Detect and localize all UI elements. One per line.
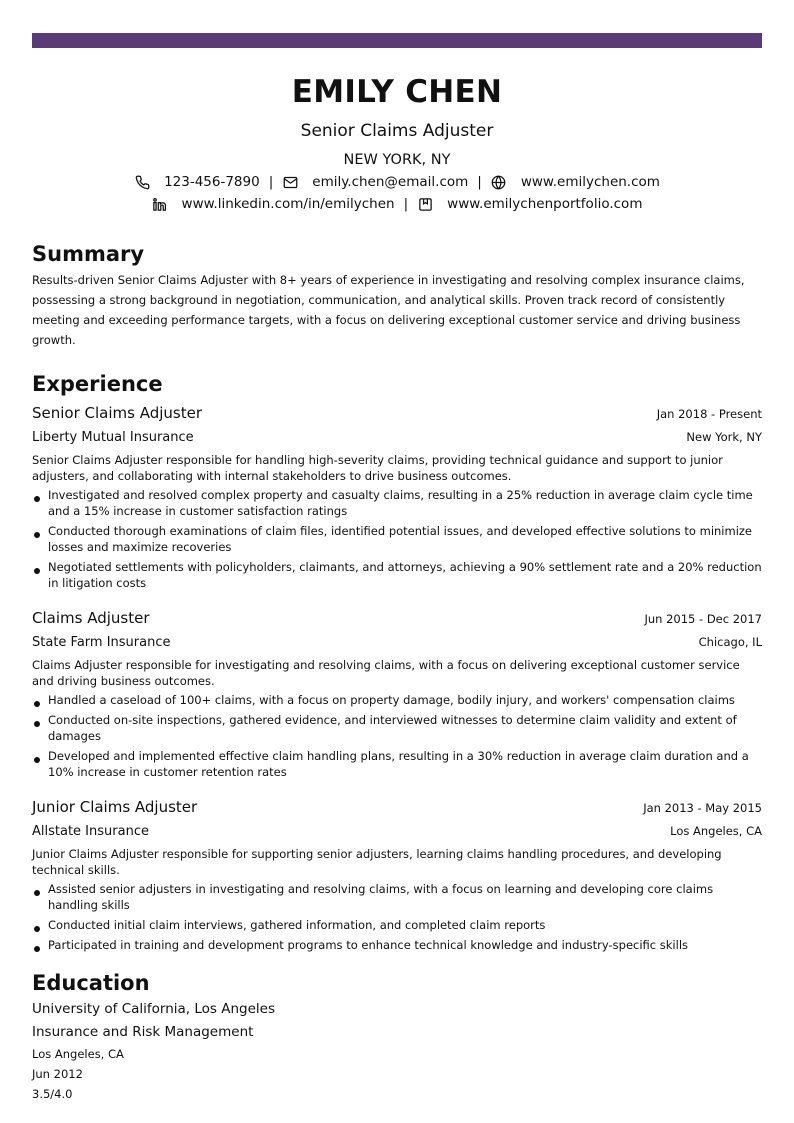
job-dates: Jan 2013 - May 2015 — [643, 801, 762, 815]
job-entry — [32, 796, 762, 953]
education-date: Jun 2012 — [32, 1067, 83, 1081]
job-bullet: Participated in training and development programs to enhance technical knowledge and industry-specific skills — [32, 937, 762, 953]
education-degree: Insurance and Risk Management — [32, 1024, 254, 1040]
summary-text: Results-driven Senior Claims Adjuster with 8+ years of experience in investigating and resolving complex insurance claims, possessing a strong background in negotiation, communication, and analytical skills. Proven track record of consistently meeting and exceeding performance targets, with a focus on delivering exceptional customer service and driving business growth. — [32, 273, 745, 347]
job-dates: Jan 2018 - Present — [656, 407, 762, 421]
education-gpa: 3.5/4.0 — [32, 1087, 73, 1101]
portfolio-link[interactable]: www.emilychenportfolio.com — [447, 196, 643, 212]
portfolio-icon — [417, 196, 433, 212]
job-bullet: Conducted thorough examinations of claim files, identified potential issues, and developed effective solutions to minimize losses and maximize recoveries — [32, 523, 762, 555]
job-bullet: Handled a caseload of 100+ claims, with a focus on property damage, bodily injury, and workers' compensation claims — [32, 692, 762, 708]
job-bullets — [32, 487, 762, 591]
phone-number[interactable]: 123-456-7890 — [164, 174, 260, 190]
job-bullet: Negotiated settlements with policyholders, claimants, and attorneys, achieving a 90% settlement rate and a 20% reduction in litigation costs — [32, 559, 762, 591]
job-role: Junior Claims Adjuster — [32, 798, 198, 816]
job-bullet: Developed and implemented effective claim handling plans, resulting in a 30% reduction in average claim duration and a 10% increase in customer retention rates — [32, 748, 762, 780]
phone-icon — [134, 174, 150, 190]
job-bullets — [32, 881, 762, 953]
job-description: Claims Adjuster responsible for investigating and resolving claims, with a focus on delivering exceptional customer service and driving business outcomes. — [32, 658, 740, 688]
job-company: Liberty Mutual Insurance — [32, 430, 194, 445]
job-role: Claims Adjuster — [32, 609, 150, 627]
education-location: Los Angeles, CA — [32, 1047, 124, 1061]
summary-heading: Summary — [32, 242, 145, 266]
job-entry — [32, 402, 762, 591]
resume-header — [32, 72, 762, 215]
job-location: Los Angeles, CA — [670, 824, 762, 838]
job-bullet: Conducted on-site inspections, gathered evidence, and interviewed witnesses to determine claim validity and extent of damages — [32, 712, 762, 744]
job-bullet: Conducted initial claim interviews, gathered information, and completed claim reports — [32, 917, 762, 933]
candidate-location: NEW YORK, NY — [343, 152, 451, 168]
contact-separator: | — [403, 196, 409, 212]
globe-icon — [491, 174, 507, 190]
job-dates: Jun 2015 - Dec 2017 — [644, 612, 762, 626]
experience-heading: Experience — [32, 372, 163, 396]
linkedin-link[interactable]: www.linkedin.com/in/emilychen — [181, 196, 395, 212]
linkedin-icon — [152, 196, 168, 212]
email-link[interactable]: emily.chen@email.com — [312, 174, 469, 190]
contact-row-secondary — [32, 193, 762, 215]
job-description: Senior Claims Adjuster responsible for handling high-severity claims, providing technical guidance and support to junior adjusters, and collaborating with internal stakeholders to drive business outcomes. — [32, 453, 723, 483]
education-school: University of California, Los Angeles — [32, 1001, 276, 1017]
job-bullets — [32, 692, 762, 780]
contact-separator: | — [477, 174, 482, 190]
accent-bar — [32, 33, 762, 48]
job-location: Chicago, IL — [698, 635, 762, 649]
email-icon — [282, 174, 298, 190]
job-location: New York, NY — [686, 430, 762, 444]
education-heading: Education — [32, 971, 150, 995]
contact-row-primary — [32, 171, 762, 193]
job-entry — [32, 607, 762, 780]
website-link[interactable]: www.emilychen.com — [520, 174, 660, 190]
candidate-name: EMILY CHEN — [291, 74, 503, 110]
resume-page — [32, 72, 762, 1102]
job-company: Allstate Insurance — [32, 824, 149, 839]
contact-separator: | — [268, 174, 274, 190]
job-bullet: Assisted senior adjusters in investigating and resolving claims, with a focus on learning and developing core claims handling skills — [32, 881, 762, 913]
job-description: Junior Claims Adjuster responsible for supporting senior adjusters, learning claims handling procedures, and developing technical skills. — [32, 847, 722, 877]
job-role: Senior Claims Adjuster — [32, 404, 203, 422]
job-bullet: Investigated and resolved complex property and casualty claims, resulting in a 25% reduction in average claim cycle time and a 15% increase in customer satisfaction ratings — [32, 487, 762, 519]
job-company: State Farm Insurance — [32, 635, 171, 650]
candidate-title: Senior Claims Adjuster — [300, 121, 494, 141]
